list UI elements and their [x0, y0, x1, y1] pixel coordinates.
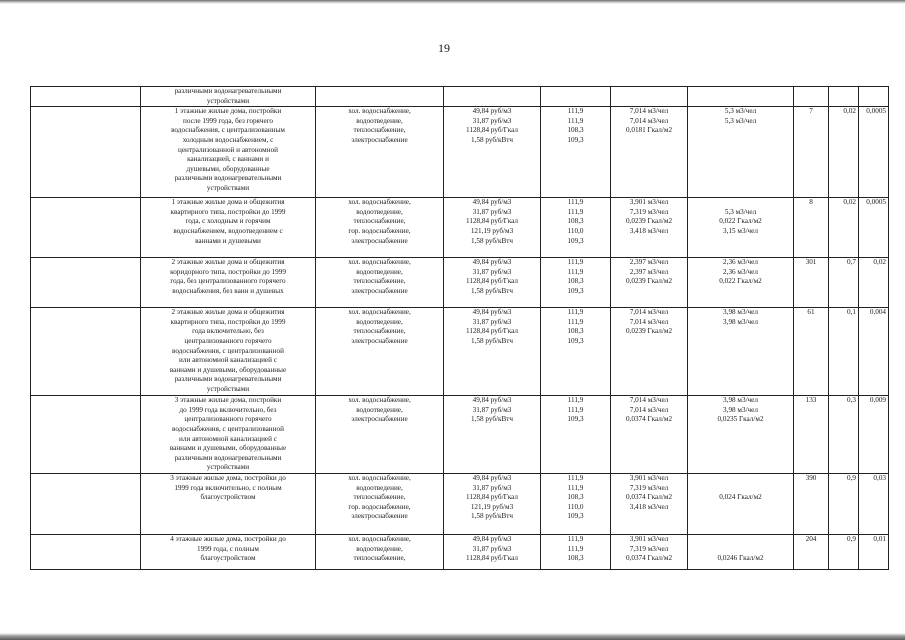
blank-cell — [31, 258, 141, 308]
table-row — [31, 198, 889, 258]
housing-type-cell: 3 этажные жилые дома, постройки до 1999 года включительно, без централизованного горячего водоснабжения, с централизованной или автономной канализацией с ваннами и душевыми, оборудованные различными водонагревательными устройствами — [141, 396, 316, 474]
coefficient-cell: 0,0005 — [859, 107, 889, 198]
indices-cell: 111,9 111,9 108,3 109,3 — [541, 308, 611, 396]
services-cell: хол. водоснабжение, водоотведение, теплоснабжение, электроснабжение — [316, 308, 444, 396]
tariffs-cell: 49,84 руб/м3 31,87 руб/м3 1,58 руб/кВтч — [444, 396, 541, 474]
tariffs-cell: 49,84 руб/м3 31,87 руб/м3 1128,84 руб/Гкал — [444, 534, 541, 569]
table-row — [31, 107, 889, 198]
tariffs-cell: 49,84 руб/м3 31,87 руб/м3 1128,84 руб/Гкал 1,58 руб/кВтч — [444, 258, 541, 308]
coefficient-cell: 0,02 — [859, 258, 889, 308]
share-cell: 0,3 — [829, 396, 859, 474]
housing-type-cell: 3 этажные жилые дома, постройки до 1999 года включительно, с полным благоустройством — [141, 473, 316, 534]
table-row — [31, 87, 889, 107]
share-cell: 0,1 — [829, 308, 859, 396]
norm-alt-cell: 0,0246 Гкал/м2 — [688, 534, 794, 569]
tariffs-cell: 49,84 руб/м3 31,87 руб/м3 1128,84 руб/Гкал 121,19 руб/м3 1,58 руб/кВтч — [444, 473, 541, 534]
blank-cell — [31, 87, 141, 107]
share-cell: 0,7 — [829, 258, 859, 308]
services-cell: хол. водоснабжение, водоотведение, теплоснабжение, — [316, 534, 444, 569]
coefficient-cell: 0,01 — [859, 534, 889, 569]
table-row — [31, 473, 889, 534]
indices-cell — [541, 87, 611, 107]
norm-alt-cell: 5,3 м3/чел 0,022 Гкал/м2 3,15 м3/чел — [688, 198, 794, 258]
tariff-table — [30, 86, 889, 570]
indices-cell: 111,9 111,9 108,3 109,3 — [541, 107, 611, 198]
norm-alt-cell: 0,024 Гкал/м2 — [688, 473, 794, 534]
tariffs-cell: 49,84 руб/м3 31,87 руб/м3 1128,84 руб/Гкал 121,19 руб/м3 1,58 руб/кВтч — [444, 198, 541, 258]
page-number: 19 — [438, 41, 450, 55]
norm-alt-cell: 3,98 м3/чел 3,98 м3/чел 0,0235 Гкал/м2 — [688, 396, 794, 474]
count-cell: 301 — [794, 258, 829, 308]
blank-cell — [31, 198, 141, 258]
coefficient-cell: 0,004 — [859, 308, 889, 396]
table-row — [31, 258, 889, 308]
coefficient-cell: 0,009 — [859, 396, 889, 474]
indices-cell: 111,9 111,9 108,3 110,0 109,3 — [541, 473, 611, 534]
share-cell: 0,02 — [829, 107, 859, 198]
count-cell: 7 — [794, 107, 829, 198]
services-cell: хол. водоснабжение, водоотведение, теплоснабжение, электроснабжение — [316, 258, 444, 308]
share-cell — [829, 87, 859, 107]
norm-cell: 3,901 м3/чел 7,319 м3/чел 0,0374 Гкал/м2 — [611, 534, 688, 569]
norm-cell: 3,901 м3/чел 7,319 м3/чел 0,0374 Гкал/м2 3,418 м3/чел — [611, 473, 688, 534]
norm-cell: 7,014 м3/чел 7,014 м3/чел 0,0239 Гкал/м2 — [611, 308, 688, 396]
tariffs-cell — [444, 87, 541, 107]
blank-cell — [31, 396, 141, 474]
norm-alt-cell: 3,98 м3/чел 3,98 м3/чел — [688, 308, 794, 396]
housing-type-cell: 2 этажные жилые дома и общежития квартирного типа, постройки до 1999 года включительно, без централизованного горячего водоснабжения, с централизованной или автономной канализацией с ваннами и душевыми, оборудованные различными водонагревательными устройствами — [141, 308, 316, 396]
indices-cell: 111,9 111,9 108,3 — [541, 534, 611, 569]
count-cell: 61 — [794, 308, 829, 396]
indices-cell: 111,9 111,9 109,3 — [541, 396, 611, 474]
indices-cell: 111,9 111,9 108,3 109,3 — [541, 258, 611, 308]
blank-cell — [31, 308, 141, 396]
count-cell: 204 — [794, 534, 829, 569]
norm-cell: 2,397 м3/чел 2,397 м3/чел 0,0239 Гкал/м2 — [611, 258, 688, 308]
services-cell — [316, 87, 444, 107]
scan-edge-bottom — [0, 633, 905, 640]
indices-cell: 111,9 111,9 108,3 110,0 109,3 — [541, 198, 611, 258]
housing-type-cell: различными водонагревательными устройствами — [141, 87, 316, 107]
coefficient-cell: 0,03 — [859, 473, 889, 534]
norm-cell: 7,014 м3/чел 7,014 м3/чел 0,0181 Гкал/м2 — [611, 107, 688, 198]
tariffs-cell: 49,84 руб/м3 31,87 руб/м3 1128,84 руб/Гкал 1,58 руб/кВтч — [444, 107, 541, 198]
count-cell — [794, 87, 829, 107]
table-row — [31, 308, 889, 396]
coefficient-cell — [859, 87, 889, 107]
count-cell: 133 — [794, 396, 829, 474]
norm-cell: 7,014 м3/чел 7,014 м3/чел 0,0374 Гкал/м2 — [611, 396, 688, 474]
services-cell: хол. водоснабжение, водоотведение, теплоснабжение, гор. водоснабжение, электроснабжение — [316, 473, 444, 534]
norm-alt-cell: 2,36 м3/чел 2,36 м3/чел 0,022 Гкал/м2 — [688, 258, 794, 308]
share-cell: 0,9 — [829, 473, 859, 534]
coefficient-cell: 0,0005 — [859, 198, 889, 258]
housing-type-cell: 1 этажные жилые дома, постройки после 1999 года, без горячего водоснабжения, с централизованным холодным водоснабжением, с централизованной и автономной канализацией, с ваннами и душевыми, оборудованные различными водонагревательными устройствами — [141, 107, 316, 198]
norm-alt-cell — [688, 87, 794, 107]
tariffs-cell: 49,84 руб/м3 31,87 руб/м3 1128,84 руб/Гкал 1,58 руб/кВтч — [444, 308, 541, 396]
table-row — [31, 396, 889, 474]
count-cell: 8 — [794, 198, 829, 258]
blank-cell — [31, 473, 141, 534]
share-cell: 0,02 — [829, 198, 859, 258]
housing-type-cell: 1 этажные жилые дома и общежития квартирного типа, постройки до 1999 года, с холодным и горячим водоснабжением, водоотведением с ваннами и душевыми — [141, 198, 316, 258]
housing-type-cell: 2 этажные жилые дома и общежития коридорного типа, постройки до 1999 года, без централизованного горячего водоснабжения, без ванн и душевых — [141, 258, 316, 308]
norm-cell: 3,901 м3/чел 7,319 м3/чел 0,0239 Гкал/м2 3,418 м3/чел — [611, 198, 688, 258]
norm-alt-cell: 5,3 м3/чел 5,3 м3/чел — [688, 107, 794, 198]
services-cell: хол. водоснабжение, водоотведение, электроснабжение — [316, 396, 444, 474]
count-cell: 390 — [794, 473, 829, 534]
scan-edge-top — [0, 0, 905, 4]
share-cell: 0,9 — [829, 534, 859, 569]
table-row — [31, 534, 889, 569]
norm-cell — [611, 87, 688, 107]
blank-cell — [31, 107, 141, 198]
services-cell: хол. водоснабжение, водоотведение, теплоснабжение, гор. водоснабжение, электроснабжение — [316, 198, 444, 258]
housing-type-cell: 4 этажные жилые дома, постройки до 1999 года, с полным благоустройством — [141, 534, 316, 569]
blank-cell — [31, 534, 141, 569]
services-cell: хол. водоснабжение, водоотведение, теплоснабжение, электроснабжение — [316, 107, 444, 198]
